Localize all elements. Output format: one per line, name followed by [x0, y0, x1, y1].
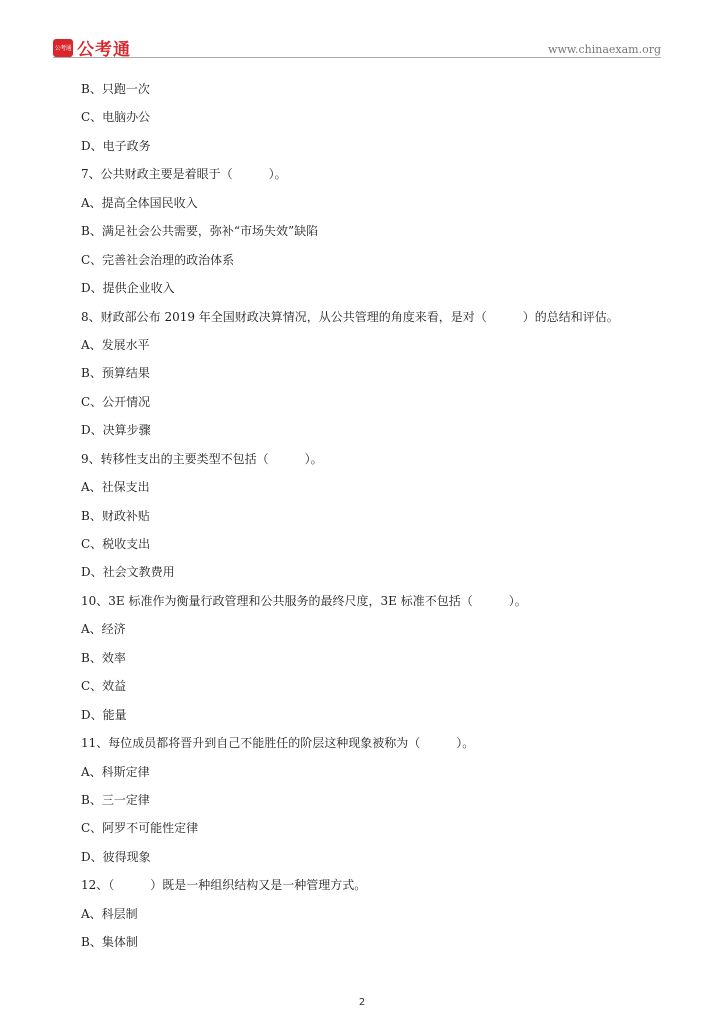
option-line: B、财政补贴: [81, 508, 150, 523]
header-divider: [53, 57, 661, 58]
option-line: B、满足社会公共需要，弥补“市场失效”缺陷: [81, 224, 319, 239]
question-line: 11、每位成员都将晋升到自己不能胜任的阶层这种现象被称为（ ）。: [81, 736, 475, 751]
option-line: A、科层制: [81, 906, 138, 921]
option-line: A、发展水平: [81, 337, 150, 352]
option-line: B、效率: [81, 650, 126, 665]
question-line: 12、（ ）既是一种组织结构又是一种管理方式。: [81, 878, 367, 893]
page-header: [0, 0, 724, 62]
question-line: 8、财政部公布 2019 年全国财政决算情况，从公共管理的角度来看，是对（ ）的总结和评估。: [81, 309, 619, 324]
option-line: C、阿罗不可能性定律: [81, 821, 199, 836]
option-line: A、社保支出: [81, 480, 150, 495]
question-line: 7、公共财政主要是着眼于（ ）。: [81, 167, 287, 182]
option-line: D、能量: [81, 707, 127, 722]
option-line: B、集体制: [81, 935, 138, 950]
option-line: D、决算步骤: [81, 423, 151, 438]
option-line: D、电子政务: [81, 138, 151, 153]
question-content: [81, 80, 661, 962]
option-line: C、电脑办公: [81, 110, 151, 125]
option-line: B、只跑一次: [81, 82, 150, 96]
option-line: A、提高全体国民收入: [81, 195, 198, 210]
option-line: C、完善社会治理的政治体系: [81, 252, 235, 267]
option-line: D、社会文教费用: [81, 565, 175, 580]
option-line: A、经济: [81, 622, 126, 637]
option-line: C、效益: [81, 679, 127, 694]
site-url: www.chinaexam.org: [548, 43, 661, 56]
question-line: 9、转移性支出的主要类型不包括（ ）。: [81, 451, 323, 466]
page-number: 2: [358, 997, 366, 1008]
option-line: B、三一定律: [81, 792, 150, 807]
option-line: C、税收支出: [81, 537, 151, 551]
option-line: D、提供企业收入: [81, 281, 175, 296]
logo-text: 公考通: [77, 40, 131, 60]
option-line: C、公开情况: [81, 394, 151, 409]
option-line: D、彼得现象: [81, 849, 151, 864]
option-line: A、科斯定律: [81, 764, 150, 779]
logo-badge: 公考通: [53, 39, 73, 57]
question-line: 10、3E 标准作为衡量行政管理和公共服务的最终尺度，3E 标准不包括（ ）。: [81, 593, 527, 608]
option-line: B、预算结果: [81, 366, 150, 381]
